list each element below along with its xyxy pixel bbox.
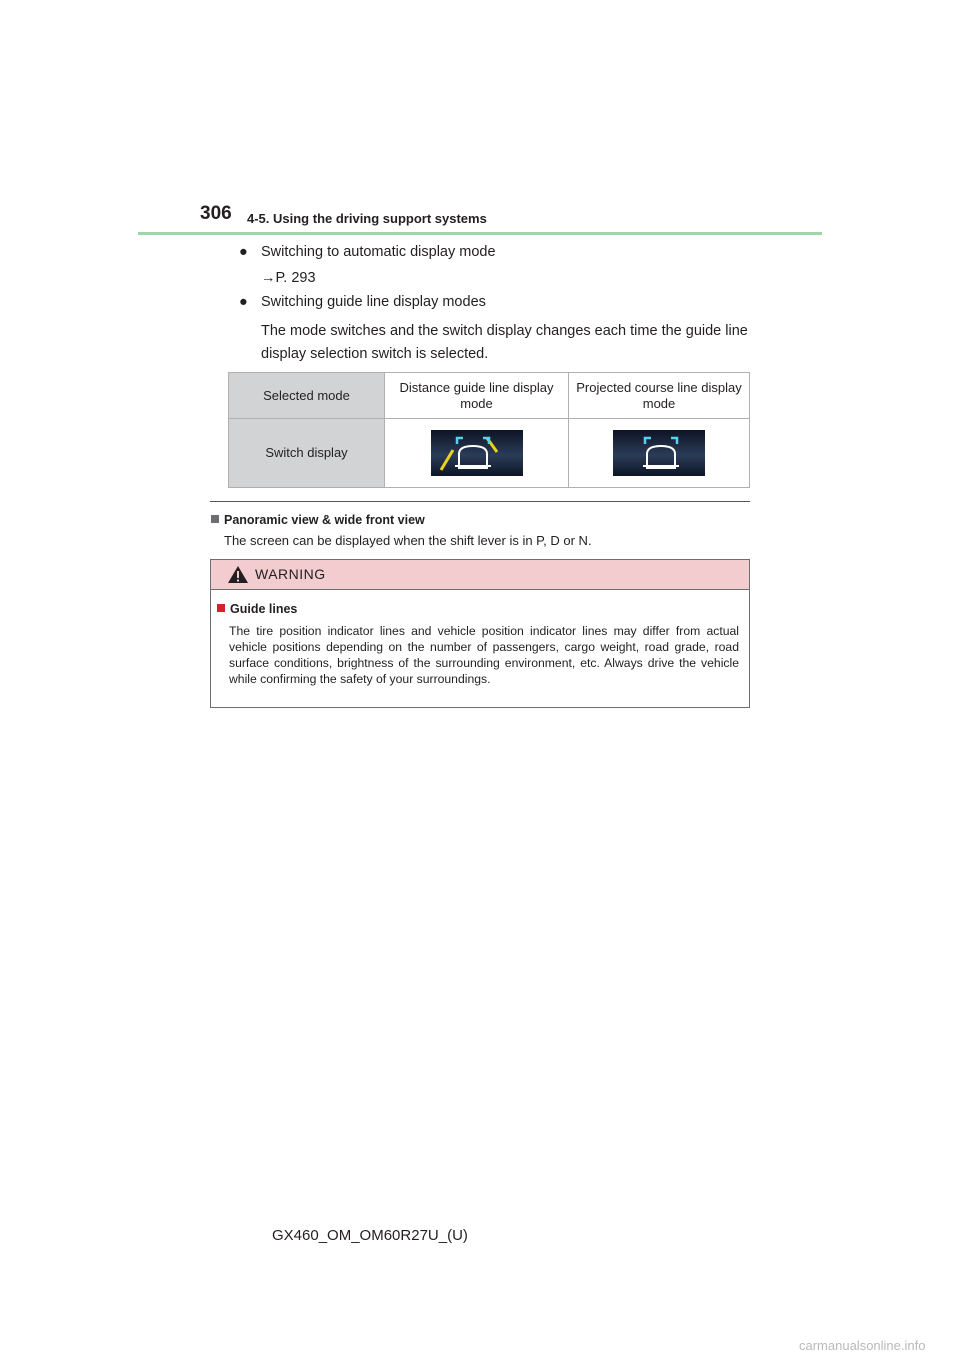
- header-rule: [138, 232, 822, 235]
- distance-guide-switch-cell: [385, 419, 569, 488]
- warning-subtitle: Guide lines: [217, 602, 297, 616]
- warning-text: The tire position indicator lines and vehicle position indicator lines may differ from actual vehicle positions depending on the number of passengers, cargo weight, road grade, road surface conditions, brightness of the surrounding environment, etc. Always drive the vehicle while confirming the safety of your surroundings.: [229, 624, 739, 686]
- note-title: Panoramic view & wide front view: [211, 513, 425, 527]
- projected-course-mode-cell: Projected course line display mode: [569, 373, 750, 419]
- mode-description-line2: display selection switch is selected.: [261, 346, 489, 362]
- distance-guide-line-switch-icon: [431, 430, 523, 476]
- warning-box: [210, 559, 750, 708]
- bullet-text: Switching to automatic display mode: [261, 244, 496, 260]
- mode-description-line1: The mode switches and the switch display changes each time the guide line: [261, 323, 748, 339]
- section-title: 4-5. Using the driving support systems: [247, 211, 487, 226]
- square-bullet-icon: [211, 515, 219, 523]
- page-number: 306: [200, 203, 232, 224]
- bullet-item-guide-line-modes: [239, 294, 486, 310]
- warning-header: [211, 560, 749, 590]
- distance-guide-mode-cell: Distance guide line display mode: [385, 373, 569, 419]
- switch-display-header: Switch display: [229, 419, 385, 488]
- page-reference-text: P. 293: [275, 270, 316, 286]
- bullet-dot-icon: ●: [239, 294, 248, 310]
- projected-course-switch-cell: [569, 419, 750, 488]
- bullet-text: Switching guide line display modes: [261, 294, 486, 310]
- mode-table: [228, 372, 750, 488]
- projected-course-line-switch-icon: [613, 430, 705, 476]
- selected-mode-header: Selected mode: [229, 373, 385, 419]
- section-rule: [210, 501, 750, 502]
- mode-description: [261, 320, 751, 366]
- arrow-right-icon: →: [261, 270, 276, 286]
- warning-label: WARNING: [255, 566, 326, 582]
- bullet-item-automatic-display: [239, 244, 496, 260]
- bullet-dot-icon: ●: [239, 244, 248, 260]
- page-reference[interactable]: [261, 270, 316, 286]
- square-bullet-icon: [217, 604, 225, 612]
- note-body: The screen can be displayed when the shift lever is in P, D or N.: [224, 533, 592, 548]
- warning-triangle-icon: [227, 565, 249, 589]
- footer-code: GX460_OM_OM60R27U_(U): [272, 1227, 468, 1244]
- watermark[interactable]: carmanualsonline.info: [799, 1338, 926, 1353]
